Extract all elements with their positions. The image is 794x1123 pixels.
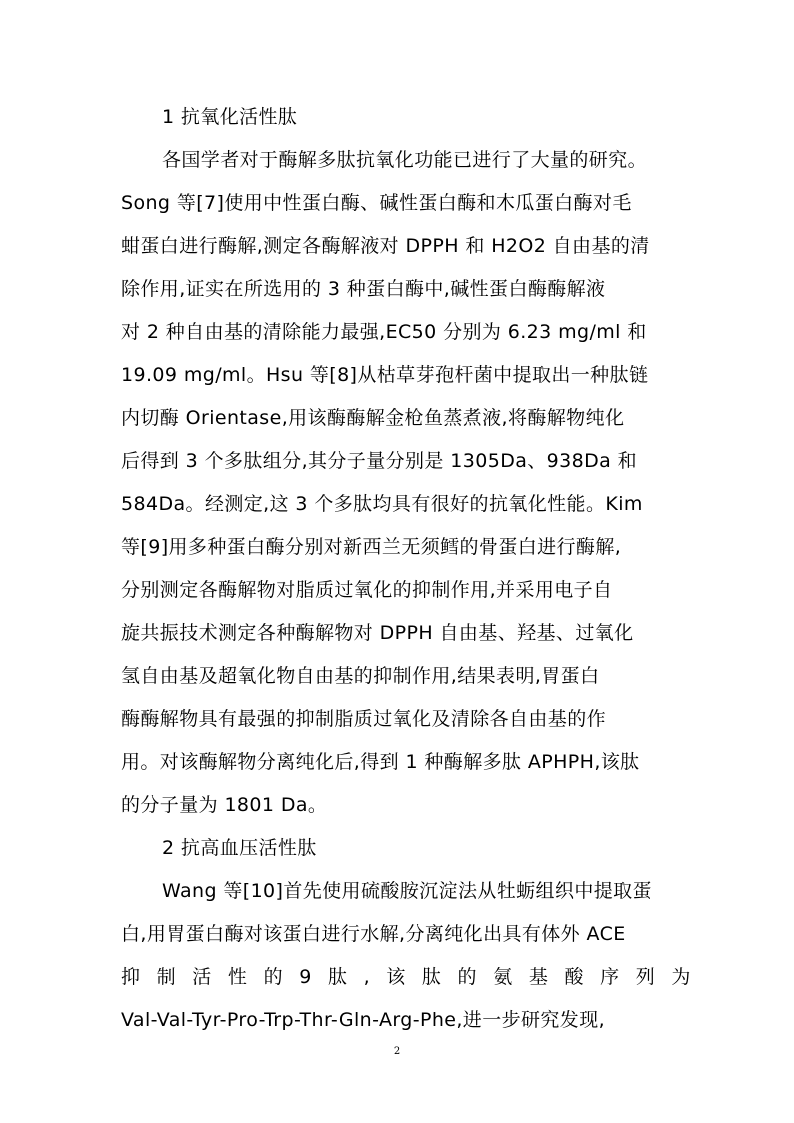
word: 酸: [564, 966, 584, 988]
paragraph-line: 用。对该酶解物分离纯化后,得到 1 种酶解多肽 APHPH,该肽: [121, 751, 640, 773]
word: 9: [299, 966, 312, 988]
paragraph-line: 的分子量为 1801 Da。: [121, 794, 328, 816]
word: ,: [363, 966, 371, 988]
page-number: 2: [393, 1046, 401, 1057]
word: 的: [457, 966, 477, 988]
word: 活: [192, 966, 212, 988]
word: 肽: [327, 966, 348, 988]
word: 为: [671, 966, 691, 988]
paragraph-line: Val-Val-Tyr-Pro-Trp-Thr-Gln-Arg-Phe,进一步研究发现,: [121, 1009, 606, 1031]
paragraph-line: 旋共振技术测定各种酶解物对 DPPH 自由基、羟基、过氧化: [121, 622, 634, 644]
paragraph-line: 对 2 种自由基的清除能力最强,EC50 分别为 6.23 mg/ml 和: [121, 321, 647, 343]
word: 抑: [121, 966, 141, 988]
word: 基: [528, 966, 549, 988]
paragraph-line: 后得到 3 个多肽组分,其分子量分别是 1305Da、938Da 和: [121, 450, 638, 472]
paragraph-line: 各国学者对于酶解多肽抗氧化功能已进行了大量的研究。: [162, 149, 648, 171]
paragraph-line: 内切酶 Orientase,用该酶酶解金枪鱼蒸煮液,将酶解物纯化: [121, 407, 625, 429]
paragraph-line: 酶酶解物具有最强的抑制脂质过氧化及清除各自由基的作: [121, 708, 607, 730]
paragraph-line: 氢自由基及超氧化物自由基的抑制作用,结果表明,胃蛋白: [121, 665, 600, 687]
word: 序: [600, 966, 620, 988]
paragraph-line: 除作用,证实在所选用的 3 种蛋白酶中,碱性蛋白酶酶解液: [121, 278, 606, 300]
word: 性: [227, 966, 248, 988]
word: 的: [263, 966, 283, 988]
section-heading-antioxidant: 1 抗氧化活性肽: [162, 106, 298, 128]
paragraph-line: 白,用胃蛋白酶对该蛋白进行水解,分离纯化出具有体外 ACE: [121, 923, 626, 945]
paragraph-line: 分别测定各酶解物对脂质过氧化的抑制作用,并采用电子自: [121, 579, 613, 601]
section-heading-antihypertensive: 2 抗高血压活性肽: [162, 837, 317, 859]
word: 列: [635, 966, 656, 988]
paragraph-line: Song 等[7]使用中性蛋白酶、碱性蛋白酶和木瓜蛋白酶对毛: [121, 192, 632, 214]
word: 该: [386, 966, 406, 988]
word: 氨: [493, 966, 513, 988]
paragraph-line: Wang 等[10]首先使用硫酸胺沉淀法从牡蛎组织中提取蛋: [162, 880, 652, 902]
paragraph-line: 584Da。经测定,这 3 个多肽均具有很好的抗氧化性能。Kim: [121, 493, 643, 515]
paragraph-line: 等[9]用多种蛋白酶分别对新西兰无须鳕的骨蛋白进行酶解,: [121, 536, 622, 558]
paragraph-line: 蚶蛋白进行酶解,测定各酶解液对 DPPH 和 H2O2 自由基的清: [121, 235, 650, 257]
word: 肽: [421, 966, 442, 988]
word: 制: [156, 966, 177, 988]
paragraph-line-justified: [121, 964, 691, 990]
paragraph-line: 19.09 mg/ml。Hsu 等[8]从枯草芽孢杆菌中提取出一种肽链: [121, 364, 649, 386]
